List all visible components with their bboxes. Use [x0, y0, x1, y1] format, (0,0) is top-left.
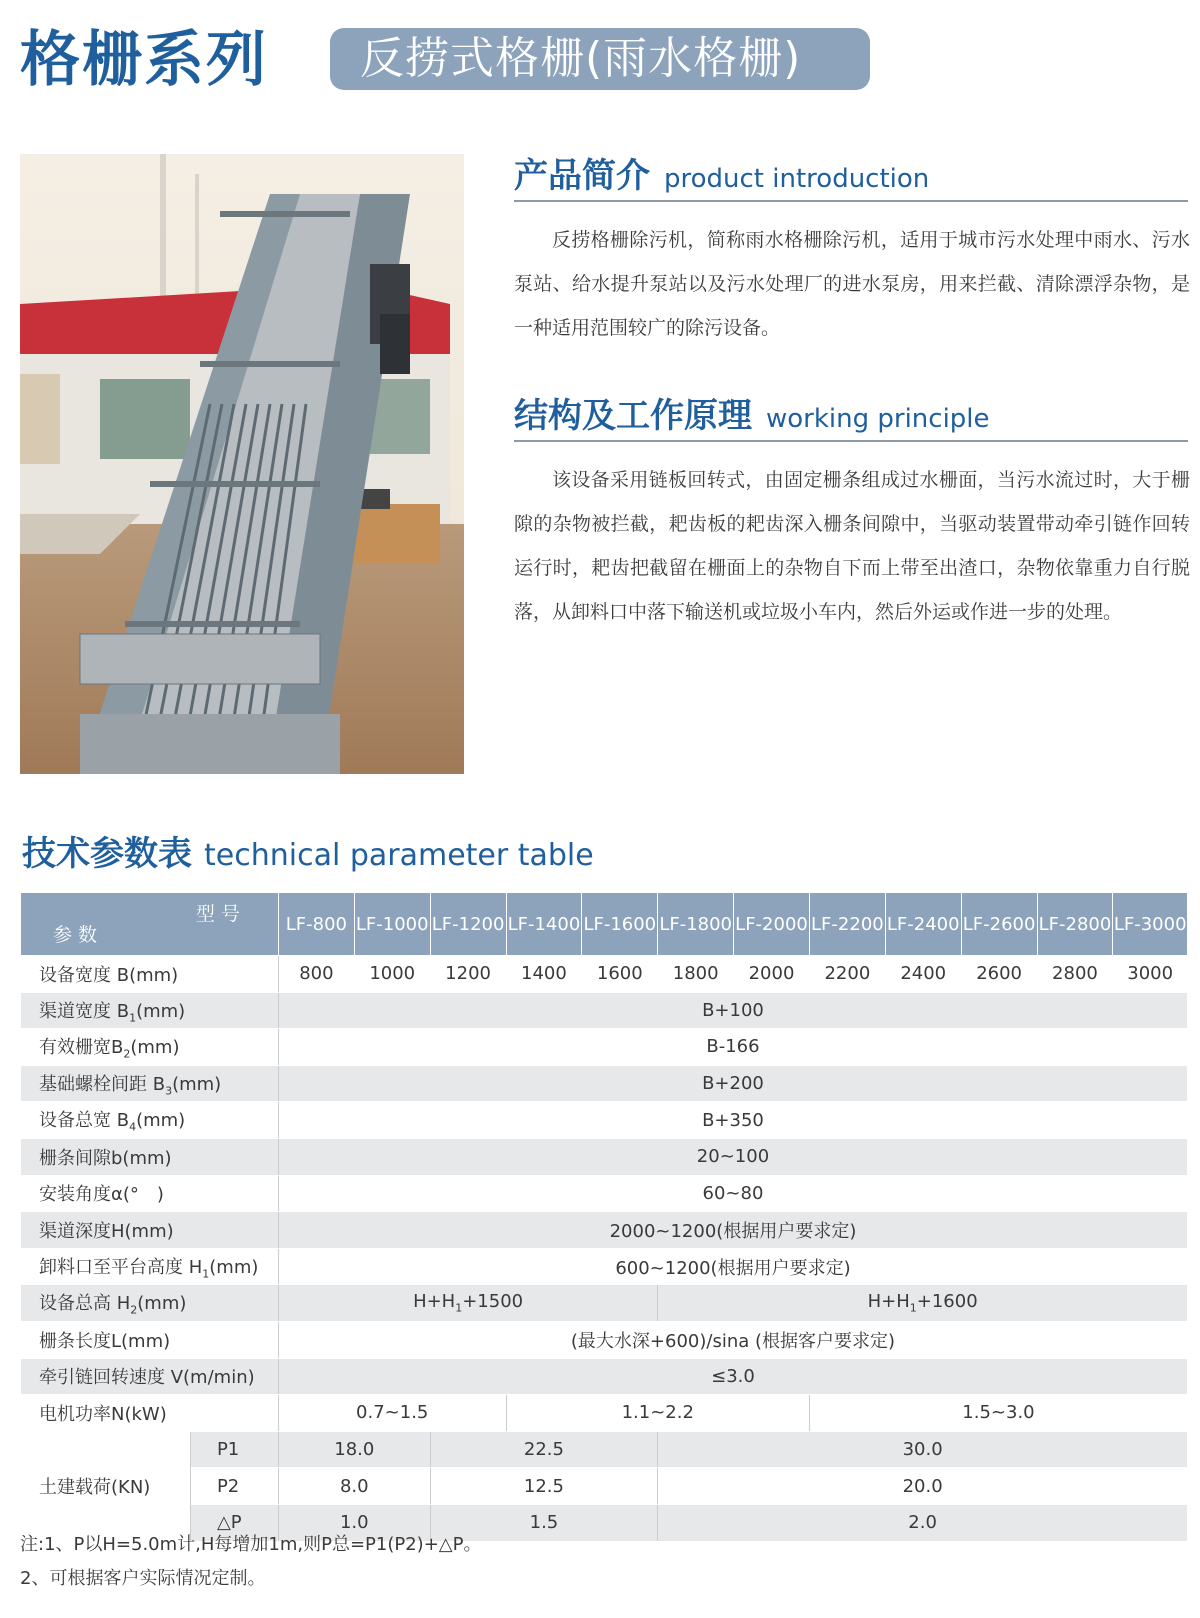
table-row [21, 1321, 1188, 1358]
model-header: LF-800 [278, 893, 354, 956]
table-row [21, 1175, 1188, 1212]
page-subtitle: 反捞式格栅(雨水格栅) [330, 28, 870, 90]
params-heading [22, 826, 594, 875]
row-label: 基础螺栓间距 $B_3(mm)$ [21, 1065, 279, 1102]
model-header: LF-2000 [734, 893, 810, 956]
value-cell: 1.5~3.0 [809, 1395, 1187, 1432]
table-row [21, 1029, 1188, 1066]
model-header: LF-2800 [1037, 893, 1113, 956]
parameter-table [20, 892, 1188, 1542]
principle-heading [514, 388, 1188, 442]
note-2: 2、可根据客户实际情况定制。 [20, 1568, 266, 1589]
table-row [21, 1285, 1188, 1322]
width-cell: 1200 [430, 956, 506, 993]
width-cell: 1400 [506, 956, 582, 993]
table-row [21, 1102, 1188, 1139]
value-cell: 2.0 [658, 1504, 1188, 1541]
corner-param-label: 参 数 [53, 924, 98, 946]
table-header-row [21, 893, 1188, 956]
intro-heading-cn: 产品简介 [514, 156, 650, 196]
row-label: 栅条长度L(mm) [21, 1321, 279, 1358]
corner-type-label: 型 号 [195, 903, 240, 925]
value-cell: $H+H_1+1500$ [278, 1285, 657, 1322]
table-row [21, 992, 1188, 1029]
value-cell: 2000~1200(根据用户要求定) [278, 1212, 1187, 1249]
width-cell: 2800 [1037, 956, 1113, 993]
table-row [21, 1395, 1188, 1432]
value-cell: B+200 [278, 1065, 1187, 1102]
value-cell: 20~100 [278, 1138, 1187, 1175]
width-cell: 1800 [658, 956, 734, 993]
value-cell: (最大水深+600)/sina (根据客户要求定) [278, 1321, 1187, 1358]
table-row [21, 1248, 1188, 1285]
value-cell: 30.0 [658, 1431, 1188, 1468]
row-label: 电机功率N(kW) [21, 1395, 279, 1432]
row-label: 设备总高 $H_2(mm)$ [21, 1285, 279, 1322]
model-header: LF-2400 [885, 893, 961, 956]
value-cell: 18.0 [278, 1431, 430, 1468]
value-cell: 8.0 [278, 1468, 430, 1505]
width-cell: 2200 [809, 956, 885, 993]
width-cell: 2000 [734, 956, 810, 993]
value-cell: B+350 [278, 1102, 1187, 1139]
params-heading-en: technical parameter table [204, 838, 594, 873]
table-row [21, 1065, 1188, 1102]
table-row [21, 1212, 1188, 1249]
table-row [21, 1468, 1188, 1505]
row-label: 渠道深度H(mm) [21, 1212, 279, 1249]
intro-heading-en: product introduction [664, 164, 930, 194]
table-row [21, 1358, 1188, 1395]
width-cell: 800 [278, 956, 354, 993]
width-cell: 1000 [354, 956, 430, 993]
principle-text: 该设备采用链板回转式，由固定栅条组成过水栅面，当污水流过时，大于栅隙的杂物被拦截，耙齿板的耙齿深入栅条间隙中，当驱动装置带动牵引链作回转运行时，耙齿把截留在栅面上的杂物自下而上带至出渣口，杂物依靠重力自行脱落，从卸料口中落下输送机或垃圾小车内，然后外运或作进一步的处理。 [514, 469, 1190, 623]
value-cell: 600~1200(根据用户要求定) [278, 1248, 1187, 1285]
row-label: 设备宽度 B(mm) [21, 956, 279, 993]
width-cell: 2600 [961, 956, 1037, 993]
value-cell: 60~80 [278, 1175, 1187, 1212]
row-label: 土建载荷(KN) [21, 1431, 191, 1541]
intro-heading [514, 148, 1188, 202]
intro-text: 反捞格栅除污机，简称雨水格栅除污机，适用于城市污水处理中雨水、污水泵站、给水提升泵站以及污水处理厂的进水泵房，用来拦截、清除漂浮杂物，是一种适用范围较广的除污设备。 [514, 229, 1190, 339]
product-photo [20, 154, 464, 774]
value-cell: 0.7~1.5 [278, 1395, 506, 1432]
principle-heading-cn: 结构及工作原理 [514, 396, 752, 436]
model-header: LF-1200 [430, 893, 506, 956]
value-cell: $H+H_1+1600$ [658, 1285, 1188, 1322]
load-sub-label: P1 [190, 1431, 278, 1468]
value-cell: 12.5 [430, 1468, 658, 1505]
row-label: 设备总宽 $B_4(mm)$ [21, 1102, 279, 1139]
load-sub-label: P2 [190, 1468, 278, 1505]
note-1: 注:1、P以H=5.0m计,H每增加1m,则P总=P1(P2)+△P。 [20, 1534, 482, 1555]
row-label: 安装角度α(° ) [21, 1175, 279, 1212]
value-cell: 20.0 [658, 1468, 1188, 1505]
table-row [21, 956, 1188, 993]
row-label: 栅条间隙b(mm) [21, 1138, 279, 1175]
row-label: 有效栅宽$B_2(mm)$ [21, 1029, 279, 1066]
model-header: LF-1600 [582, 893, 658, 956]
width-cell: 1600 [582, 956, 658, 993]
table-row [21, 1431, 1188, 1468]
value-cell: 22.5 [430, 1431, 658, 1468]
value-cell: ≤3.0 [278, 1358, 1187, 1395]
load-sub-label: △P [190, 1504, 278, 1541]
model-header: LF-1400 [506, 893, 582, 956]
model-header: LF-2600 [961, 893, 1037, 956]
params-heading-cn: 技术参数表 [22, 834, 192, 874]
principle-heading-en: working principle [766, 404, 990, 434]
row-label: 渠道宽度 $B_1(mm)$ [21, 992, 279, 1029]
width-cell: 2400 [885, 956, 961, 993]
page-title: 格栅系列 [20, 25, 268, 95]
value-cell: B+100 [278, 992, 1187, 1029]
row-label: 牵引链回转速度 V(m/min) [21, 1358, 279, 1395]
value-cell: 1.0 [278, 1504, 430, 1541]
value-cell: 1.1~2.2 [506, 1395, 809, 1432]
row-label: 卸料口至平台高度 $H_1(mm)$ [21, 1248, 279, 1285]
model-header: LF-3000 [1113, 893, 1188, 956]
value-cell: 1.5 [430, 1504, 658, 1541]
model-header: LF-2200 [809, 893, 885, 956]
value-cell: B-166 [278, 1029, 1187, 1066]
table-corner-cell [21, 893, 279, 956]
table-row [21, 1138, 1188, 1175]
model-header: LF-1000 [354, 893, 430, 956]
width-cell: 3000 [1113, 956, 1188, 993]
model-header: LF-1800 [658, 893, 734, 956]
